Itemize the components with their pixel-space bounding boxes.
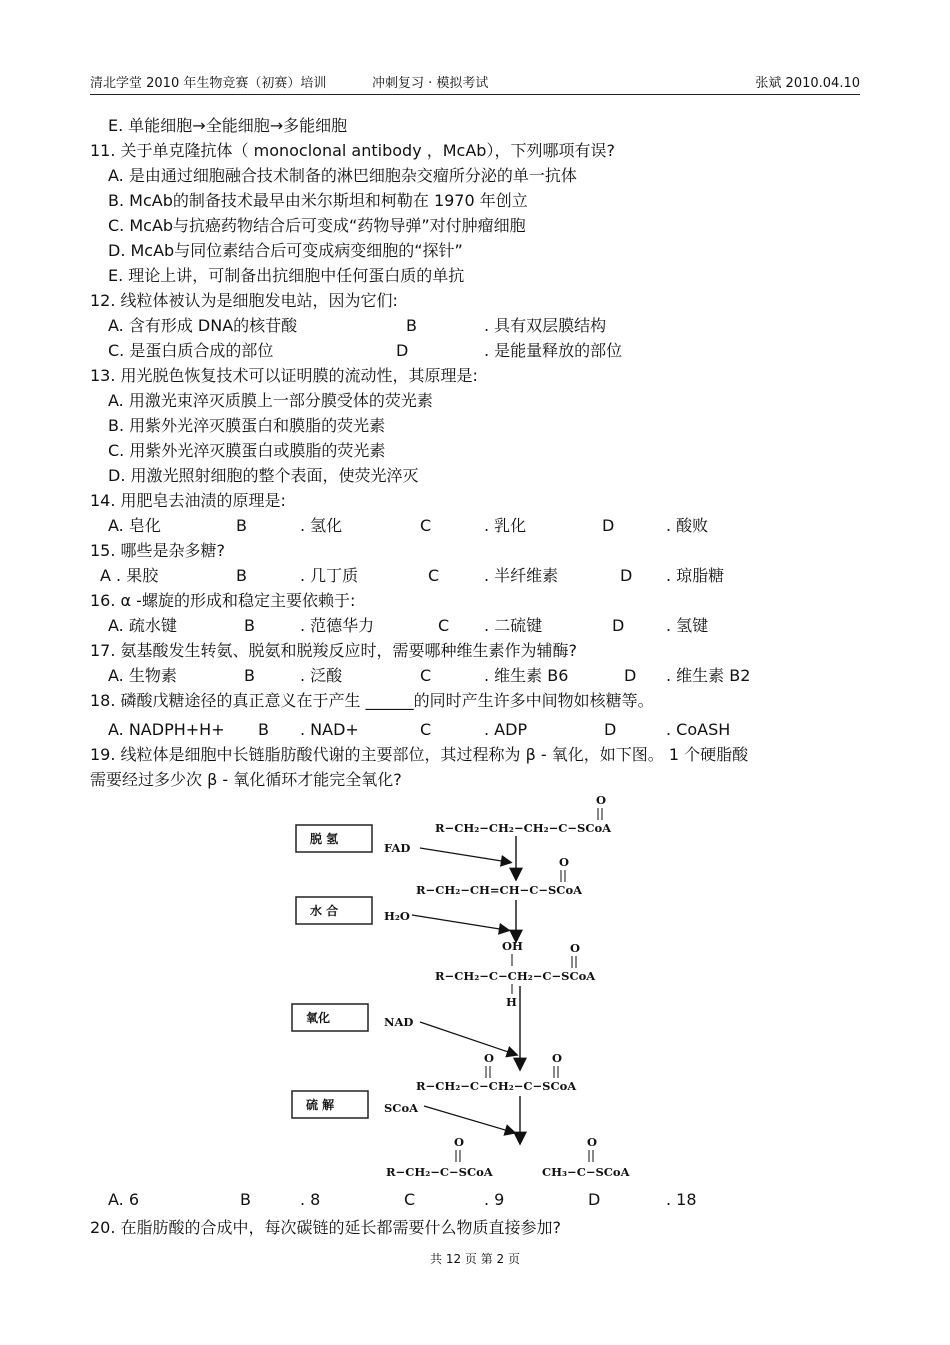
q18-option-b-letter: B — [258, 720, 269, 739]
step-label-oxidation: 氧化 — [306, 1011, 331, 1025]
carbonyl-o-3: O — [570, 941, 581, 955]
q14-option-c: . 乳化 — [484, 516, 527, 535]
q11-option-c: C. McAb与抗癌药物结合后可变成“药物导弹”对付肿瘤细胞 — [108, 216, 526, 235]
q16-option-c-letter: C — [438, 616, 450, 635]
reagent-scoa: SCoA — [384, 1101, 419, 1115]
q18-option-c-letter: C — [420, 720, 432, 739]
question-17: 17. 氨基酸发生转氨、脱氨和脱羧反应时，需要哪种维生素作为辅酶? — [90, 641, 578, 660]
q16-option-d: . 氢键 — [666, 616, 709, 635]
q12-options-row2 — [108, 341, 858, 361]
q11-option-d: D. McAb与同位素结合后可变成病变细胞的“探针” — [108, 241, 463, 260]
q14-option-d-letter: D — [602, 516, 615, 535]
q11-option-b: B. McAb的制备技术最早由米尔斯坦和柯勒在 1970 年创立 — [108, 191, 528, 210]
q16-options — [108, 616, 858, 636]
q13-option-a: A. 用激光束淬灭质膜上一部分膜受体的荧光素 — [108, 391, 433, 410]
q15-option-d-letter: D — [620, 566, 633, 585]
q12-option-d-letter: D — [396, 341, 409, 360]
question-12: 12. 线粒体被认为是细胞发电站，因为它们: — [90, 291, 398, 310]
q13-option-d: D. 用激光照射细胞的整个表面，使荧光淬灭 — [108, 466, 419, 485]
question-15: 15. 哪些是杂多糖? — [90, 541, 226, 560]
q12-option-a: A. 含有形成 DNA的核苷酸 — [108, 316, 298, 335]
q16-option-a: A. 疏水键 — [108, 616, 177, 635]
q12-option-b: . 具有双层膜结构 — [484, 316, 607, 335]
q14-option-d: . 酸败 — [666, 516, 709, 535]
q13-option-b: B. 用紫外光淬灭膜蛋白和膜脂的荧光素 — [108, 416, 386, 435]
question-11: 11. 关于单克隆抗体（ monoclonal antibody ，McAb），下列哪项有误? — [90, 141, 615, 160]
q19-options — [108, 1190, 858, 1210]
header-author-date: 张斌 2010.04.10 — [755, 76, 860, 91]
formula-hydroxyacyl-coa: R−CH₂−C−CH₂−C−SCoA — [435, 969, 596, 983]
q17-option-d-letter: D — [624, 666, 637, 685]
carbonyl-o-6: O — [454, 1135, 465, 1149]
page-footer: 共 12 页 第 2 页 — [430, 1252, 520, 1266]
header-course: 清北学堂 2010 年生物竞赛（初赛）培训 — [90, 76, 327, 91]
q18-option-c: . ADP — [484, 720, 528, 739]
q18-option-d-letter: D — [604, 720, 617, 739]
q17-options — [108, 666, 858, 686]
q12-option-d: . 是能量释放的部位 — [484, 341, 623, 360]
beta-oxidation-diagram — [280, 790, 680, 1180]
header-title: 冲刺复习 · 模拟考试 — [372, 76, 489, 91]
formula-shortened-acyl-coa: R−CH₂−C−SCoA — [386, 1165, 493, 1179]
q15-option-b: . 几丁质 — [300, 566, 359, 585]
question-13: 13. 用光脱色恢复技术可以证明膜的流动性，其原理是: — [90, 366, 478, 385]
q15-option-d: . 琼脂糖 — [666, 566, 725, 585]
q16-option-b-letter: B — [244, 616, 255, 635]
question-16: 16. α -螺旋的形成和稳定主要依赖于: — [90, 591, 356, 610]
carbonyl-o-7: O — [587, 1135, 598, 1149]
formula-acyl-coa: R−CH₂−CH₂−CH₂−C−SCoA — [435, 821, 612, 835]
q18-option-a: A. NADPH+H+ — [108, 720, 225, 739]
hydrogen-h: H — [506, 995, 517, 1009]
q16-option-c: . 二硫键 — [484, 616, 543, 635]
question-18: 18. 磷酸戊糖途径的真正意义在于产生 ______的同时产生许多中间物如核糖等。 — [90, 691, 654, 710]
q19-option-c: . 9 — [484, 1190, 505, 1209]
question-14: 14. 用肥皂去油渍的原理是: — [90, 491, 286, 510]
q10-option-e: E. 单能细胞→全能细胞→多能细胞 — [108, 116, 348, 135]
step-label-thiolysis: 硫 解 — [306, 1098, 335, 1112]
q12-option-b-letter: B — [406, 316, 417, 335]
q11-option-e: E. 理论上讲，可制备出抗细胞中任何蛋白质的单抗 — [108, 266, 465, 285]
formula-ketoacyl-coa: R−CH₂−C−CH₂−C−SCoA — [416, 1079, 577, 1093]
q18-options — [108, 720, 858, 740]
question-19: 19. 线粒体是细胞中长链脂肪酸代谢的主要部位，其过程称为 β - 氧化，如下图。 1 个硬脂酸 — [90, 745, 749, 764]
q12-options-row1 — [108, 316, 858, 336]
q15-option-b-letter: B — [236, 566, 247, 585]
q13-option-c: C. 用紫外光淬灭膜蛋白或膜脂的荧光素 — [108, 441, 386, 460]
q17-option-a: A. 生物素 — [108, 666, 177, 685]
q14-option-c-letter: C — [420, 516, 432, 535]
q16-option-d-letter: D — [612, 616, 625, 635]
q17-option-b-letter: B — [244, 666, 255, 685]
q19-option-b: . 8 — [300, 1190, 321, 1209]
step-label-dehydrogenation: 脱 氢 — [310, 832, 339, 846]
hydroxyl-oh: OH — [502, 939, 523, 953]
q14-option-a: A. 皂化 — [108, 516, 161, 535]
q17-option-d: . 维生素 B2 — [666, 666, 751, 685]
q12-option-c: C. 是蛋白质合成的部位 — [108, 341, 274, 360]
step-label-hydration: 水 合 — [310, 904, 339, 918]
carbonyl-o-2: O — [559, 855, 570, 869]
q15-options — [100, 566, 858, 586]
carbonyl-o-1: O — [596, 793, 607, 807]
question-19-cont: 需要经过多少次 β - 氧化循环才能完全氧化? — [90, 770, 402, 789]
q19-option-b-letter: B — [240, 1190, 251, 1209]
reagent-nad: NAD — [384, 1015, 414, 1029]
q19-option-a: A. 6 — [108, 1190, 140, 1209]
q19-option-d: . 18 — [666, 1190, 697, 1209]
q14-options — [108, 516, 858, 536]
formula-acetyl-coa: CH₃−C−SCoA — [542, 1165, 630, 1179]
q17-option-c-letter: C — [420, 666, 432, 685]
q11-option-a: A. 是由通过细胞融合技术制备的淋巴细胞杂交瘤所分泌的单一抗体 — [108, 166, 577, 185]
reagent-fad: FAD — [384, 841, 411, 855]
carbonyl-o-5: O — [552, 1051, 563, 1065]
q19-option-d-letter: D — [588, 1190, 601, 1209]
q15-option-c-letter: C — [428, 566, 440, 585]
formula-enoyl-coa: R−CH₂−CH=CH−C−SCoA — [416, 883, 583, 897]
q15-option-c: . 半纤维素 — [484, 566, 559, 585]
q14-option-b-letter: B — [236, 516, 247, 535]
reagent-water: H₂O — [384, 909, 410, 923]
q15-option-a: A . 果胶 — [100, 566, 159, 585]
q14-option-b: . 氢化 — [300, 516, 343, 535]
q18-option-b: . NAD+ — [300, 720, 359, 739]
carbonyl-o-4: O — [484, 1051, 495, 1065]
q16-option-b: . 范德华力 — [300, 616, 375, 635]
question-20: 20. 在脂肪酸的合成中，每次碳链的延长都需要什么物质直接参加? — [90, 1218, 562, 1237]
page-header — [90, 72, 860, 95]
q19-option-c-letter: C — [404, 1190, 416, 1209]
q17-option-b: . 泛酸 — [300, 666, 343, 685]
q17-option-c: . 维生素 B6 — [484, 666, 569, 685]
q18-option-d: . CoASH — [666, 720, 731, 739]
